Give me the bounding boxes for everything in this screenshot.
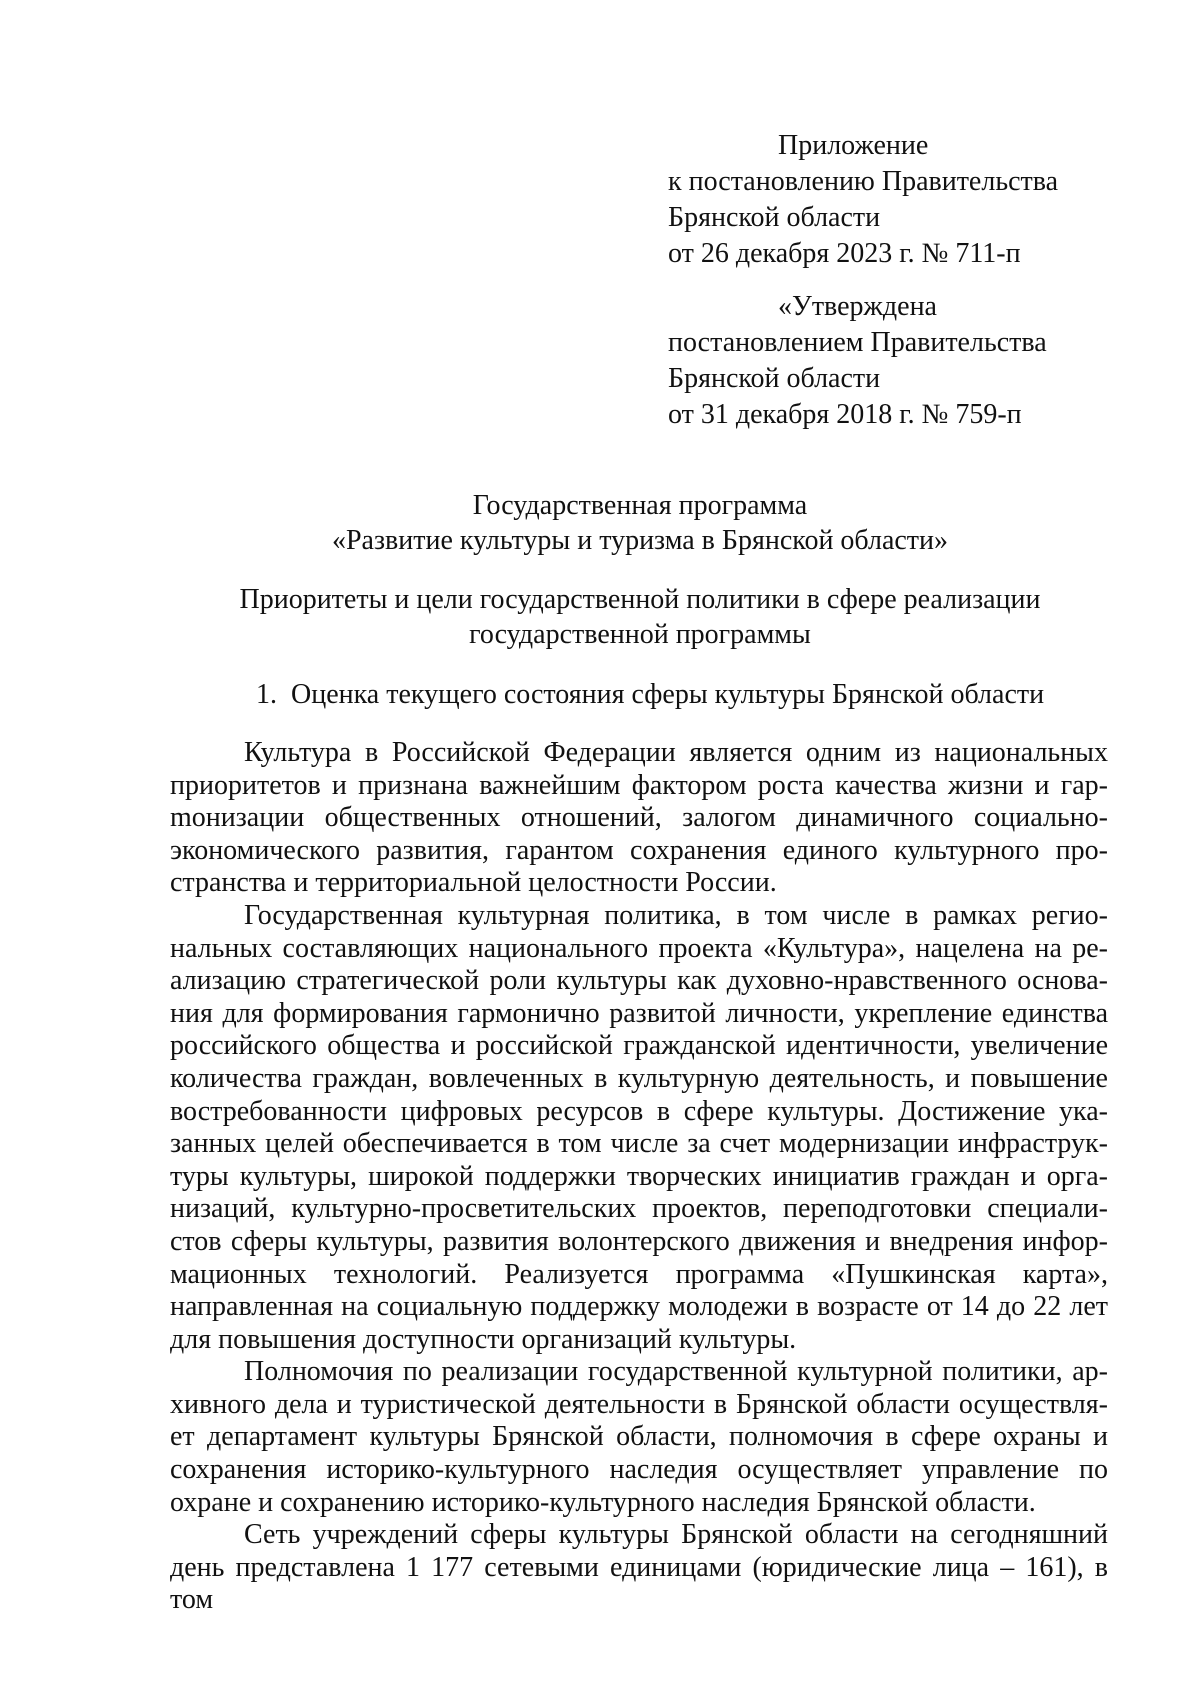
priorities-heading-line: Приоритеты и цели государственной политики в сфере реализации — [239, 584, 1041, 615]
appendix-title: Приложение — [778, 130, 929, 161]
appendix-date-number: от 26 декабря 2023 г. № 711-п — [668, 238, 1021, 269]
paragraph: Сеть учреждений сферы культуры Брянской области на сегодняшний день представлена 1 177 сетевыми единицами (юридические лица – 161), в том — [170, 1519, 1108, 1616]
section-heading: 1. Оценка текущего состояния сферы культуры Брянской области — [256, 679, 1045, 710]
priorities-heading-line: государственной программы — [469, 619, 811, 650]
approved-date-number: от 31 декабря 2018 г. № 759-п — [668, 399, 1022, 430]
paragraph: Культура в Российской Федерации является одним из национальных приоритетов и признана важнейшим фактором роста качества жизни и гарmонизации общественных отношений, залогом динамичного социально-экономического развития, гарантом сохранения единого культурного пространства и территориальной целостности России. — [170, 737, 1108, 899]
approved-line: постановлением Правительства — [668, 327, 1047, 358]
appendix-line: к постановлению Правительства — [668, 166, 1059, 197]
program-title — [170, 488, 1110, 558]
program-title-line: «Развитие культуры и туризма в Брянской области» — [331, 525, 949, 556]
appendix-block — [668, 128, 1088, 272]
body-text — [170, 737, 1108, 1617]
priorities-heading — [170, 582, 1110, 652]
approved-block — [668, 289, 1088, 433]
paragraph: Полномочия по реализации государственной культурной политики, архивного дела и туристической деятельности в Брянской области осуществляет департамент культуры Брянской области, полномочия в сфере охраны и сохранения историко-культурного наследия осуществляет управление по охране и сохранению историко-культурного наследия Брянской области. — [170, 1356, 1108, 1518]
program-title-line: Государственная программа — [472, 490, 808, 521]
paragraph: Государственная культурная политика, в том числе в рамках региональных составляющих национального проекта «Культура», нацелена на реализацию стратегической роли культуры как духовно-нравственного основания для формирования гармонично развитой личности, укрепление единства российского общества и российской гражданской идентичности, увеличение количества граждан, вовлеченных в культурную деятельность, и повышение востребованности цифровых ресурсов в сфере культуры. Достижение указанных целей обеспечивается в том числе за счет модернизации инфраструктуры культуры, широкой поддержки творческих инициатив граждан и организаций, культурно-просветительских проектов, переподготовки специалистов сферы культуры, развития волонтерского движения и внедрения информационных технологий. Реализуется программа «Пушкинская карта», направленная на социальную поддержку молодежи в возрасте от 14 до 22 лет для повышения доступности организаций культуры. — [170, 899, 1108, 1355]
approved-title: «Утверждена — [778, 291, 937, 322]
approved-line: Брянской области — [668, 363, 881, 394]
appendix-line: Брянской области — [668, 202, 881, 233]
